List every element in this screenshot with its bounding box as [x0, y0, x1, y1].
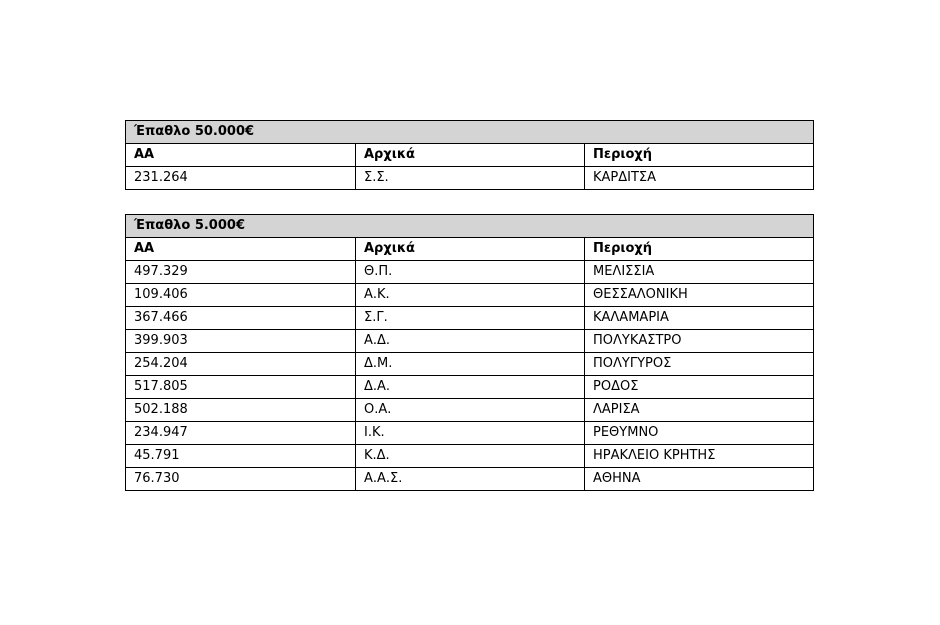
- cell-aa: 502.188: [126, 399, 356, 422]
- cell-aa: 367.466: [126, 307, 356, 330]
- table-header-row: [126, 144, 814, 167]
- column-header-initials: Αρχικά: [356, 144, 585, 167]
- column-header-aa: ΑΑ: [126, 238, 356, 261]
- table-row: [126, 261, 814, 284]
- table-row: [126, 330, 814, 353]
- cell-initials: Δ.Μ.: [356, 353, 585, 376]
- cell-region: ΠΟΛΥΓΥΡΟΣ: [585, 353, 814, 376]
- cell-region: ΚΑΛΑΜΑΡΙΑ: [585, 307, 814, 330]
- cell-region: ΛΑΡΙΣΑ: [585, 399, 814, 422]
- cell-region: ΘΕΣΣΑΛΟΝΙΚΗ: [585, 284, 814, 307]
- cell-aa: 76.730: [126, 468, 356, 491]
- column-header-initials: Αρχικά: [356, 238, 585, 261]
- cell-region: ΡΕΘΥΜΝΟ: [585, 422, 814, 445]
- table-row: [126, 468, 814, 491]
- cell-aa: 254.204: [126, 353, 356, 376]
- table-row: [126, 284, 814, 307]
- cell-aa: 234.947: [126, 422, 356, 445]
- cell-aa: 517.805: [126, 376, 356, 399]
- prize-table-50000: [125, 120, 814, 190]
- table-row: [126, 307, 814, 330]
- table-header-row: [126, 238, 814, 261]
- cell-initials: Σ.Γ.: [356, 307, 585, 330]
- cell-region: ΚΑΡΔΙΤΣΑ: [585, 167, 814, 190]
- cell-region: ΜΕΛΙΣΣΙΑ: [585, 261, 814, 284]
- cell-region: ΡΟΔΟΣ: [585, 376, 814, 399]
- cell-initials: Α.Α.Σ.: [356, 468, 585, 491]
- cell-initials: Ο.Α.: [356, 399, 585, 422]
- cell-initials: Δ.Α.: [356, 376, 585, 399]
- table-title: Έπαθλο 5.000€: [126, 215, 814, 238]
- prize-table-5000: [125, 214, 814, 491]
- column-header-region: Περιοχή: [585, 144, 814, 167]
- cell-initials: Α.Δ.: [356, 330, 585, 353]
- cell-initials: Α.Κ.: [356, 284, 585, 307]
- cell-aa: 109.406: [126, 284, 356, 307]
- table-row: [126, 167, 814, 190]
- cell-region: ΗΡΑΚΛΕΙΟ ΚΡΗΤΗΣ: [585, 445, 814, 468]
- cell-initials: Ι.Κ.: [356, 422, 585, 445]
- table-title-row: [126, 121, 814, 144]
- cell-region: ΠΟΛΥΚΑΣΤΡΟ: [585, 330, 814, 353]
- cell-region: ΑΘΗΝΑ: [585, 468, 814, 491]
- table-title: Έπαθλο 50.000€: [126, 121, 814, 144]
- cell-aa: 497.329: [126, 261, 356, 284]
- table-row: [126, 353, 814, 376]
- column-header-region: Περιοχή: [585, 238, 814, 261]
- table-title-row: [126, 215, 814, 238]
- cell-aa: 399.903: [126, 330, 356, 353]
- table-row: [126, 422, 814, 445]
- cell-aa: 45.791: [126, 445, 356, 468]
- table-row: [126, 445, 814, 468]
- column-header-aa: ΑΑ: [126, 144, 356, 167]
- table-row: [126, 376, 814, 399]
- cell-initials: Θ.Π.: [356, 261, 585, 284]
- cell-aa: 231.264: [126, 167, 356, 190]
- cell-initials: Κ.Δ.: [356, 445, 585, 468]
- cell-initials: Σ.Σ.: [356, 167, 585, 190]
- table-row: [126, 399, 814, 422]
